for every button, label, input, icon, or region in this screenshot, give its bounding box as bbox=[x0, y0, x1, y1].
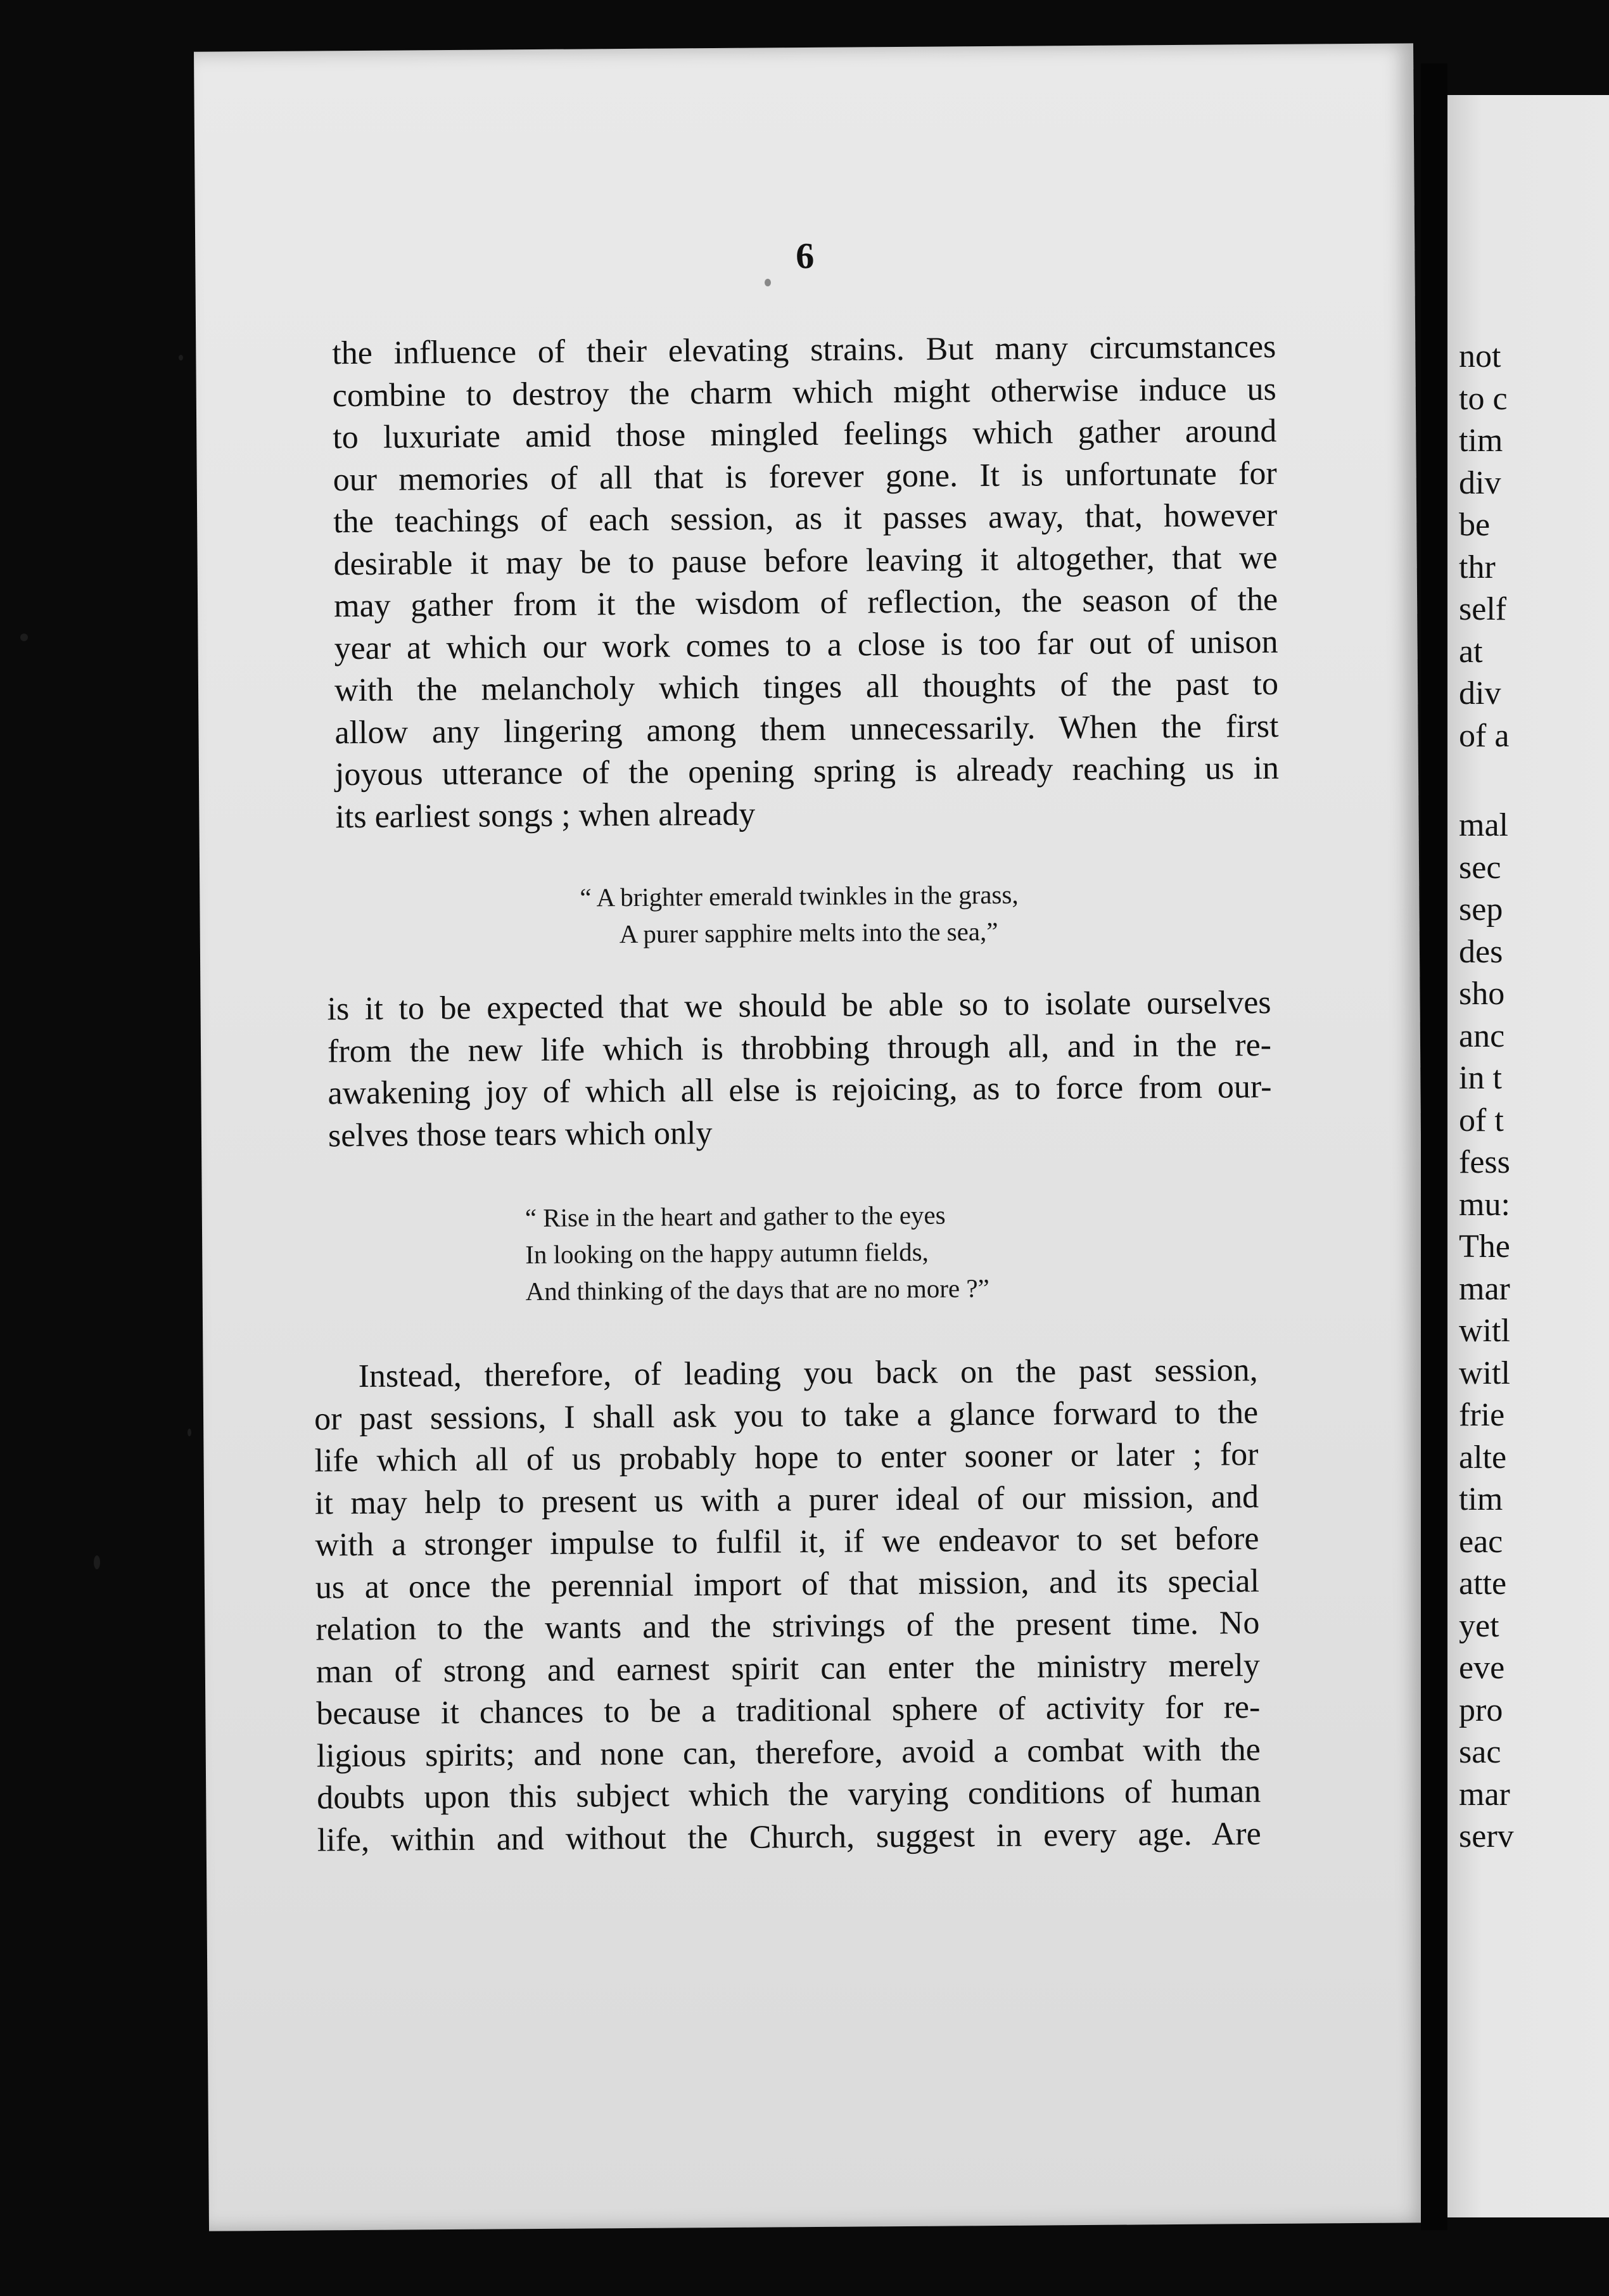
text-fragment: yet bbox=[1459, 1607, 1499, 1644]
text-fragment: eac bbox=[1459, 1523, 1503, 1560]
text-fragment: mu: bbox=[1459, 1186, 1510, 1223]
text-line: awakening joy of which all else is rejoicing, as to force from our- bbox=[328, 1068, 1272, 1112]
text-fragment: at bbox=[1459, 633, 1483, 670]
dust-speck bbox=[179, 355, 183, 360]
text-fragment: be bbox=[1459, 507, 1491, 543]
text-fragment: eve bbox=[1459, 1650, 1505, 1686]
text-fragment: The bbox=[1459, 1228, 1510, 1265]
text-line: to luxuriate amid those mingled feelings which gather around bbox=[333, 412, 1277, 456]
text-line: is it to be expected that we should be able so to isolate ourselves bbox=[327, 984, 1271, 1028]
text-line: Instead, therefore, of leading you back on the past session, bbox=[358, 1352, 1258, 1394]
text-fragment: in t bbox=[1459, 1060, 1502, 1096]
verse-line: “ A brighter emerald twinkles in the grass, bbox=[580, 879, 1019, 912]
text-line: its earliest songs ; when already bbox=[335, 796, 756, 835]
verse-line: “ Rise in the heart and gather to the eyes bbox=[525, 1200, 946, 1233]
text-line: or past sessions, I shall ask you to take a glance forward to the bbox=[314, 1394, 1259, 1437]
text-fragment: anc bbox=[1459, 1017, 1505, 1054]
text-fragment: atte bbox=[1459, 1566, 1507, 1602]
text-fragment: pro bbox=[1459, 1692, 1503, 1728]
next-page-bottom-fragments bbox=[1447, 805, 1514, 1858]
next-page-top-fragments bbox=[1447, 336, 1509, 757]
text-fragment: tim bbox=[1459, 423, 1503, 459]
verse-quote-2 bbox=[525, 1196, 989, 1310]
text-line: with a stronger impulse to fulfil it, if we endeavor to set before bbox=[315, 1521, 1259, 1564]
page-number: 6 bbox=[796, 234, 815, 277]
text-fragment: thr bbox=[1459, 549, 1496, 585]
text-line: us at once the perennial import of that mission, and its special bbox=[315, 1562, 1260, 1605]
text-fragment: of a bbox=[1459, 717, 1510, 754]
text-fragment: sac bbox=[1459, 1734, 1501, 1770]
verse-line: In looking on the happy autumn fields, bbox=[525, 1237, 929, 1270]
text-fragment: frie bbox=[1459, 1397, 1505, 1433]
text-line: may gather from it the wisdom of reflection, the season of the bbox=[333, 581, 1278, 625]
text-fragment: mar bbox=[1459, 1776, 1510, 1813]
text-fragment: sho bbox=[1459, 976, 1505, 1012]
text-line: man of strong and earnest spirit can enter the ministry merely bbox=[315, 1647, 1261, 1690]
text-fragment: sep bbox=[1459, 891, 1503, 928]
text-fragment: div bbox=[1459, 464, 1501, 501]
text-line: combine to destroy the charm which might otherwise induce us bbox=[332, 371, 1276, 414]
paragraph-2 bbox=[327, 982, 1272, 1157]
dust-speck bbox=[188, 1429, 191, 1436]
dust-speck bbox=[94, 1555, 100, 1569]
text-line: the teachings of each session, as it passes away, that, however bbox=[333, 497, 1278, 540]
text-fragment: self bbox=[1459, 591, 1507, 627]
book-page-right-edge bbox=[1447, 95, 1609, 2217]
paragraph-3 bbox=[314, 1349, 1261, 1861]
text-line: selves those tears which only bbox=[328, 1114, 713, 1154]
text-line: doubts upon this subject which the varying conditions of human bbox=[317, 1773, 1261, 1816]
text-line: allow any lingering among them unnecessarily. When the first bbox=[334, 708, 1279, 751]
text-line: it may help to present us with a purer ideal of our mission, and bbox=[314, 1478, 1259, 1521]
text-fragment: mal bbox=[1459, 807, 1508, 843]
dust-speck bbox=[765, 279, 771, 286]
text-line: because it chances to be a traditional sphere of activity for re- bbox=[316, 1689, 1261, 1732]
text-fragment: witl bbox=[1459, 1355, 1510, 1391]
text-fragment: fess bbox=[1459, 1144, 1510, 1180]
text-line: life, within and without the Church, suggest in every age. Are bbox=[317, 1815, 1261, 1858]
text-fragment: sec bbox=[1459, 849, 1501, 886]
text-fragment: not bbox=[1459, 338, 1501, 374]
text-line: the influence of their elevating strains. But many circumstances bbox=[332, 328, 1276, 372]
text-fragment: tim bbox=[1459, 1481, 1503, 1517]
text-line: our memories of all that is forever gone. It is unfortunate for bbox=[333, 455, 1277, 498]
text-line: relation to the wants and the strivings of the present time. No bbox=[315, 1605, 1260, 1648]
text-fragment: serv bbox=[1459, 1818, 1514, 1854]
text-fragment: witl bbox=[1459, 1313, 1510, 1349]
text-line: joyous utterance of the opening spring is already reaching us in bbox=[334, 749, 1280, 793]
text-line: life which all of us probably hope to enter sooner or later ; for bbox=[314, 1436, 1259, 1479]
text-fragment: des bbox=[1459, 933, 1503, 970]
verse-line: A purer sapphire melts into the sea,” bbox=[619, 916, 998, 949]
text-fragment: to c bbox=[1459, 380, 1508, 417]
dust-speck bbox=[20, 634, 28, 641]
paragraph-1 bbox=[332, 326, 1280, 838]
text-fragment: of t bbox=[1459, 1102, 1504, 1138]
verse-quote-1 bbox=[580, 876, 1019, 953]
text-line: with the melancholy which tinges all thoughts of the past to bbox=[334, 665, 1279, 709]
text-fragment: mar bbox=[1459, 1270, 1510, 1307]
text-line: ligious spirits; and none can, therefore, avoid a combat with the bbox=[316, 1731, 1261, 1774]
text-line: year at which our work comes to a close is too far out of unison bbox=[334, 623, 1278, 666]
book-gutter bbox=[1421, 63, 1447, 2230]
text-fragment: alte bbox=[1459, 1439, 1507, 1476]
verse-line: And thinking of the days that are no more ?” bbox=[525, 1273, 989, 1306]
text-line: desirable it may be to pause before leaving it altogether, that we bbox=[333, 539, 1278, 582]
text-fragment: div bbox=[1459, 675, 1501, 711]
text-line: from the new life which is throbbing through all, and in the re- bbox=[327, 1026, 1272, 1069]
book-page-left bbox=[194, 43, 1428, 2231]
